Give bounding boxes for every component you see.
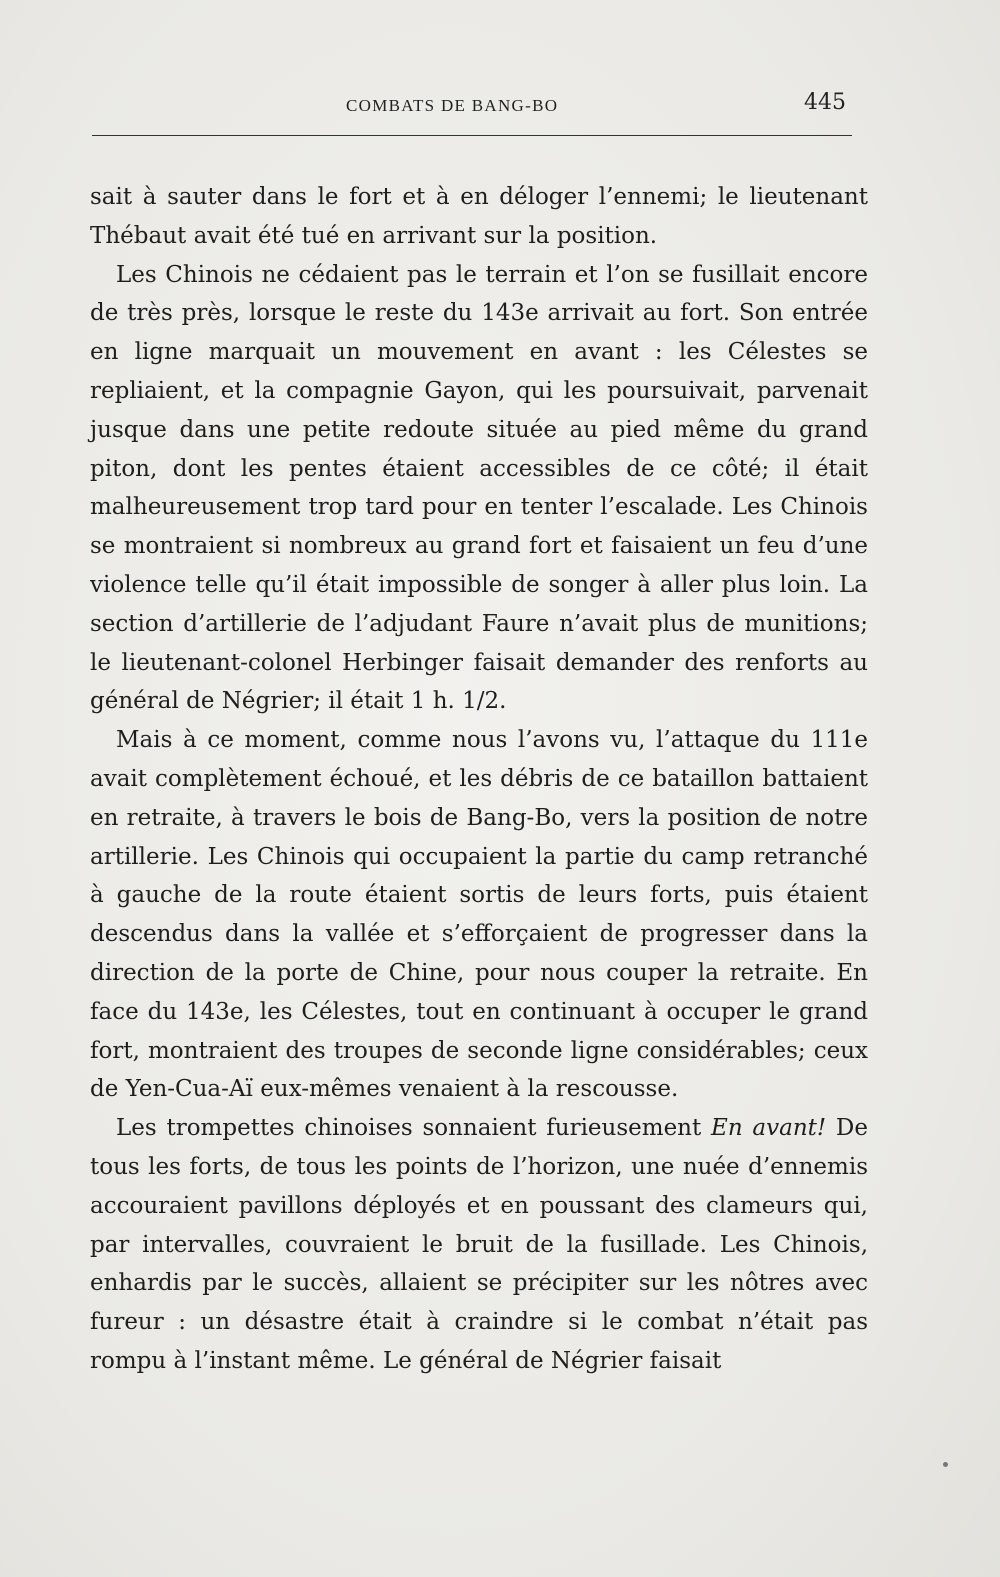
header-rule [92,135,852,136]
paragraph-4-emphasis: En avant! [711,1115,827,1142]
running-title: COMBATS DE BANG-BO [346,96,559,115]
paragraph-4 [90,1109,868,1381]
body-text [90,178,868,1381]
paper-speck [943,1462,948,1467]
page-number: 445 [804,90,846,115]
paragraph-2: Les Chinois ne cédaient pas le terrain et l’on se fusillait encore de très près, lorsque le reste du 143e arrivait au fort. Son entrée en ligne marquait un mouvement en avant : les Célestes se repliaient, et la compagnie Gayon, qui les poursuivait, parvenait jusque dans une petite redoute située au pied même du grand piton, dont les pentes étaient accessibles de ce côté; il était malheureusement trop tard pour en tenter l’escalade. Les Chinois se montraient si nombreux au grand fort et faisaient un feu d’une violence telle qu’il était impossible de songer à aller plus loin. La section d’artillerie de l’adjudant Faure n’avait plus de munitions; le lieutenant-colonel Herbinger faisait demander des renforts au général de Négrier; il était 1 h. 1/2. [90,261,868,715]
paragraph-4-text-before: Les trompettes chinoises sonnaient furieusement [116,1115,712,1142]
page-header [92,90,852,130]
paragraph-continued: sait à sauter dans le fort et à en déloger l’ennemi; le lieutenant Thébaut avait été tué en arrivant sur la position. [90,184,868,249]
paragraph-4-text-after: De tous les forts, de tous les points de l’horizon, une nuée d’ennemis accouraient pavillons déployés et en poussant des clameurs qui, par intervalles, couvraient le bruit de la fusillade. Les Chinois, enhardis par le succès, allaient se précipiter sur les nôtres avec fureur : un désastre était à craindre si le combat n’était pas rompu à l’instant même. Le général de Négrier faisait [90,1115,868,1374]
paragraph-3: Mais à ce moment, comme nous l’avons vu, l’attaque du 111e avait complètement échoué, et les débris de ce bataillon battaient en retraite, à travers le bois de Bang-Bo, vers la position de notre artillerie. Les Chinois qui occupaient la partie du camp retranché à gauche de la route étaient sortis de leurs forts, puis étaient descendus dans la vallée et s’efforçaient de progresser dans la direction de la porte de Chine, pour nous couper la retraite. En face du 143e, les Célestes, tout en continuant à occuper le grand fort, montraient des troupes de seconde ligne considérables; ceux de Yen-Cua-Aï eux-mêmes venaient à la rescousse. [90,727,868,1103]
